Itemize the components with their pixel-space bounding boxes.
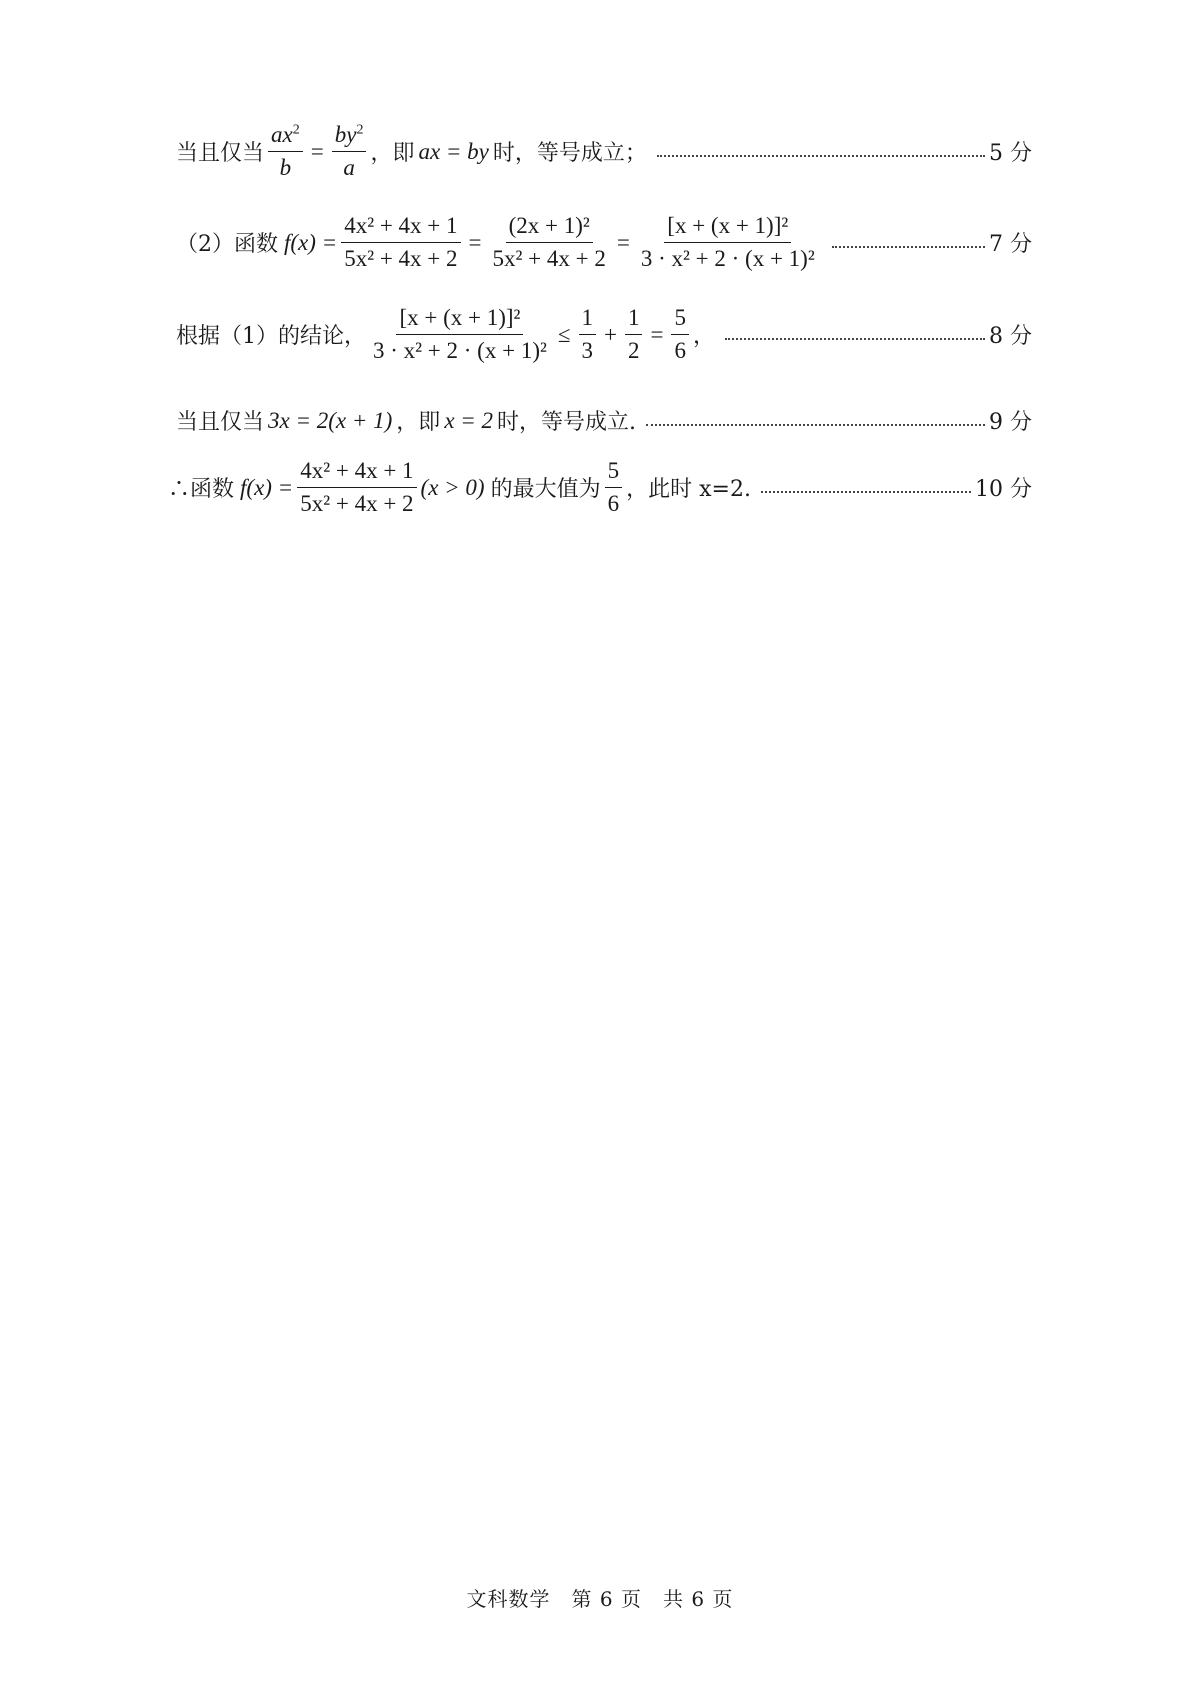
fraction: $\frac{by^2}{a}$ bbox=[332, 122, 367, 182]
text: （2）函数 bbox=[176, 232, 278, 258]
fraction: $\frac{\text{[x + (x + 1)]²}}{\text{3 · x² + 2 · (x + 1)²}}$ bbox=[373, 305, 547, 364]
points: 5 分 bbox=[989, 141, 1032, 167]
text: 当且仅当 bbox=[176, 141, 265, 167]
text: 时，等号成立； bbox=[492, 141, 647, 167]
fraction: $\frac{5}{6}$ bbox=[671, 305, 689, 365]
equation: x = 2 bbox=[444, 407, 494, 433]
score-leader bbox=[636, 405, 1032, 436]
text: ，此时 x=2. bbox=[626, 477, 751, 503]
text: 的最大值为 bbox=[490, 477, 601, 503]
text: 当且仅当 bbox=[176, 410, 265, 435]
equation: ax = by bbox=[418, 138, 489, 164]
points: 10 分 bbox=[975, 477, 1032, 503]
solution-line-3: 根据（1）的结论， $\frac{\text{[x + (x + 1)]²}}{\text{3 · x² + 2 · (x + 1)²}}$ ≤ $\frac{1}{3}$ + $\frac{1}{2}$ = $\frac{5}{6}$ ， 8 分 bbox=[176, 305, 1032, 364]
score-leader bbox=[751, 472, 1032, 503]
text: ，即 bbox=[396, 410, 441, 435]
solution-line-2: （2）函数 f(x) = $\frac{\text{4x² + 4x + 1}}{\text{5x² + 4x + 2}}$ = $\frac{\text{(2x + 1)²}}{\text{5x² + 4x + 2}}$ = $\frac{\text{[x + (x + 1)]²}}{\text{3 · x² + 2 · (x + 1)²}}$ 7 分 bbox=[176, 213, 1032, 272]
condition: (x > 0) bbox=[420, 474, 485, 500]
points: 7 分 bbox=[989, 232, 1032, 258]
text: 时，等号成立. bbox=[497, 410, 637, 435]
solution-line-5 bbox=[168, 458, 1032, 518]
text: ，即 bbox=[370, 141, 415, 167]
score-leader bbox=[715, 319, 1032, 350]
text: 根据（1）的结论， bbox=[176, 324, 366, 350]
fraction: $\frac{\text{4x² + 4x + 1}}{\text{5x² + 4x + 2}}$ bbox=[297, 458, 416, 518]
fraction: $\frac{5}{6}$ bbox=[605, 458, 623, 518]
equation: 3x = 2(x + 1) bbox=[268, 407, 393, 433]
score-leader bbox=[822, 227, 1032, 258]
fraction: $\frac{ax^2}{b}$ bbox=[268, 122, 303, 182]
fraction: $\frac{\text{(2x + 1)²}}{\text{5x² + 4x + 2}}$ bbox=[492, 213, 606, 272]
score-leader bbox=[647, 136, 1032, 167]
points: 9 分 bbox=[989, 410, 1032, 435]
points: 8 分 bbox=[989, 324, 1032, 350]
text: ， bbox=[692, 324, 715, 350]
fraction: $\frac{1}{2}$ bbox=[625, 305, 643, 365]
solution-line-1: 当且仅当 $\frac{ax^2}{b}$ = $\frac{by^2}{a}$ ，即 ax = by 时，等号成立； 5 分 bbox=[176, 122, 1032, 181]
fraction: $\frac{\text{4x² + 4x + 1}}{\text{5x² + 4x + 2}}$ bbox=[341, 213, 460, 273]
page-footer: 文科数学 第 6 页 共 6 页 bbox=[466, 1587, 734, 1611]
function-label: f(x) = bbox=[284, 229, 338, 255]
text: ∴函数 bbox=[168, 477, 235, 503]
fraction: $\frac{\text{[x + (x + 1)]²}}{\text{3 · x² + 2 · (x + 1)²}}$ bbox=[640, 213, 815, 272]
function-label: f(x) = bbox=[240, 474, 294, 500]
fraction: $\frac{1}{3}$ bbox=[579, 305, 597, 365]
solution-line-4 bbox=[176, 405, 1032, 436]
